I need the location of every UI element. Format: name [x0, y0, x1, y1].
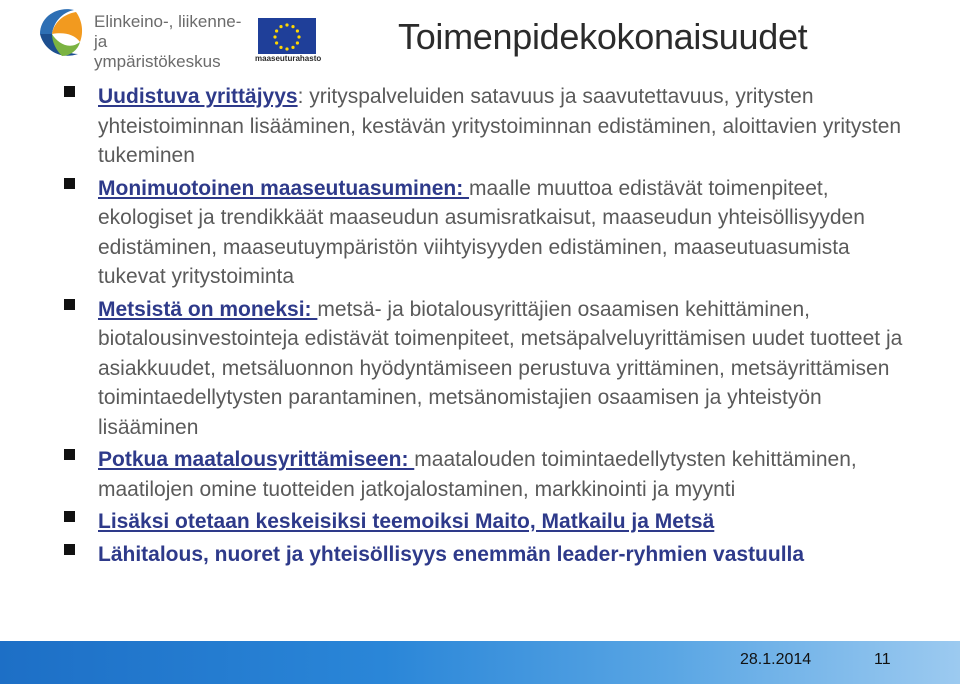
bullet-square-icon [64, 511, 75, 522]
ely-emblem-icon [34, 4, 90, 62]
item-heading: Metsistä on moneksi: [98, 297, 318, 321]
item-heading: Lähitalous, nuoret ja yhteisöllisyys enemmän leader-ryhmien vastuulla [98, 542, 805, 566]
item-text: maatalouden toimintaedellytysten kehittäminen, maatilojen omine tuotteiden jatkojalostaminen, markkinointi ja myynti [98, 448, 857, 501]
bullet-square-icon [64, 299, 75, 310]
item-heading: Potkua maatalousyrittämiseen: [98, 448, 415, 471]
list-item [62, 82, 922, 171]
bullet-list [62, 82, 922, 572]
bullet-square-icon [64, 449, 75, 460]
eu-caption: maaseuturahasto [255, 54, 322, 63]
page-number: 11 [874, 651, 891, 668]
org-name-line2: ympäristökeskus [94, 52, 221, 71]
bullet-square-icon [64, 544, 75, 555]
eu-flag-icon [258, 18, 316, 54]
item-text: maalle muuttoa edistävät toimenpiteet, ekologiset ja trendikkäät maaseudun asumisratkaisut, maaseudun yhteisöllisyyden edistäminen, maaseutuympäristön viihtyisyyden edistäminen, maaseutuasumista tukevat yritystoiminta [98, 176, 865, 288]
list-item [62, 507, 922, 537]
org-name-line1: Elinkeino-, liikenne- ja [94, 12, 242, 51]
item-text: : yrityspalveluiden satavuus ja saavutettavuus, yritysten yhteistoiminnan lisääminen, kestävän yritystoiminnan edistäminen, aloittavien yritysten tukeminen [98, 85, 902, 167]
footer-date: 28.1.2014 [740, 651, 812, 668]
list-item [62, 540, 922, 570]
page-title: Toimenpidekokonaisuudet [398, 16, 808, 57]
footer-bar [0, 641, 960, 684]
item-text: metsä- ja biotalousyrittäjien osaamisen kehittäminen, biotalousinvestointeja edistävät toimenpiteet, metsäpalveluyrittämisen uudet tuotteet ja asiakkuudet, metsäluonnon hyödyntämiseen perustuva yrittäminen, metsäyrittämisen toimintaedellytysten parantaminen, metsänomistajien osaamisen ja yhteistyön lisääminen [98, 297, 903, 439]
ely-logo [34, 4, 254, 71]
list-item [62, 445, 922, 504]
list-item [62, 295, 922, 443]
item-heading: Uudistuva yrittäjyys [98, 85, 298, 108]
list-item [62, 174, 922, 292]
bullet-square-icon [64, 86, 75, 97]
item-heading: Monimuotoinen maaseutuasuminen: [98, 176, 470, 200]
bullet-square-icon [64, 178, 75, 189]
item-heading: Lisäksi otetaan keskeisiksi teemoiksi Maito, Matkailu ja Metsä [98, 510, 715, 533]
